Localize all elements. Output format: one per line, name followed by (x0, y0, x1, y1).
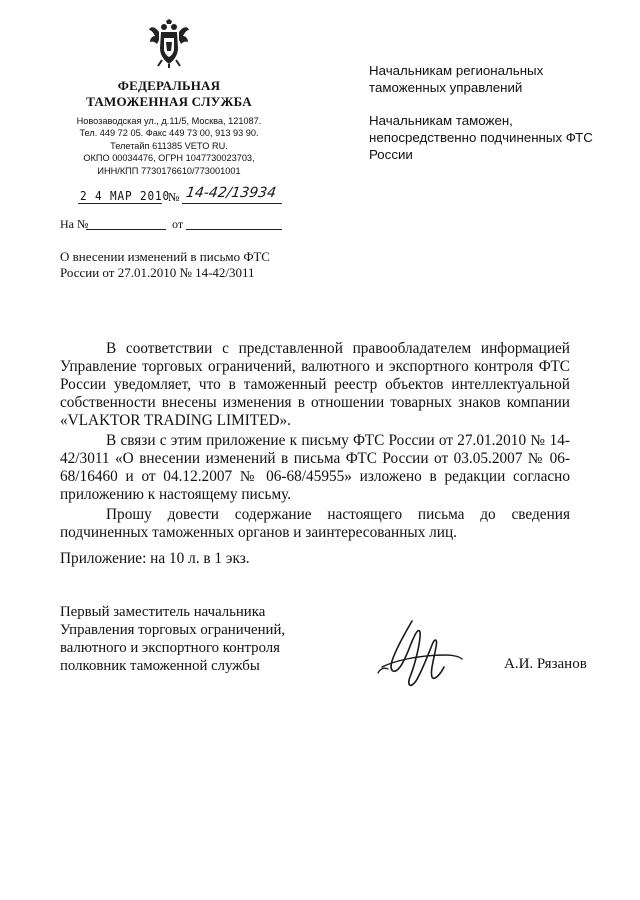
body-paragraph-2: В связи с этим приложение к письму ФТС России от 27.01.2010 № 14-42/3011 «О внесении изменений в письма ФТС России от 03.05.2007 № 06-68/16460 и от 04.12.2007 № 06-68/45955» изложено в редакции согласно приложению к настоящему письму. (60, 432, 570, 503)
reference-date-blank (186, 229, 282, 230)
reference-number-label: На № (60, 217, 89, 231)
signer-title-line2: Управления торговых ограничений, (60, 622, 286, 638)
org-teletype: Телетайп 611385 VETO RU. (110, 140, 228, 151)
org-name-line2: ТАМОЖЕННАЯ СЛУЖБА (86, 94, 252, 109)
handwritten-signature (374, 615, 466, 695)
org-address: Новозаводская ул., д.11/5, Москва, 121087. (76, 116, 262, 126)
organization-contacts (60, 115, 278, 177)
registration-number-label: № (168, 190, 180, 204)
signer-title-line1: Первый заместитель начальника (60, 604, 266, 620)
signer-title (60, 603, 350, 675)
body-paragraph-1: В соответствии с представленной правообладателем информацией Управление торговых ограничений, валютного и экспортного контроля ФТС России уведомляет, что в таможенный реестр объектов интеллектуальной собственности внесены изменения в отношении товарных знаков компании «VLAKTOR TRADING LIMITED». (60, 340, 570, 429)
org-okpo-ogrn: ОКПО 00034476, ОГРН 1047730023703, (83, 153, 255, 164)
letter-subject (60, 249, 300, 281)
registration-line (60, 185, 290, 206)
org-phone-fax: Тел. 449 72 05. Факс 449 73 00, 913 93 90. (79, 128, 259, 139)
addressee-block (369, 62, 599, 179)
org-inn-kpp: ИНН/КПП 7730176610/773001001 (97, 165, 241, 176)
registration-number-underline (182, 203, 282, 204)
reference-from-label: от (172, 217, 184, 231)
addressee-regional: Начальникам региональных таможенных управлений (369, 63, 544, 95)
addressee-customs: Начальникам таможен, непосредственно подчиненных ФТС России (369, 113, 593, 162)
registration-date-stamp: 2 4 МАР 2010 (80, 188, 171, 203)
subject-line1: О внесении изменений в письмо ФТС (60, 249, 270, 264)
signer-name: А.И. Рязанов (504, 656, 587, 672)
reference-number-blank (86, 229, 166, 230)
attachment-note: Приложение: на 10 л. в 1 экз. (60, 550, 250, 567)
signer-title-line4: полковник таможенной службы (60, 658, 260, 674)
reference-line (60, 217, 290, 233)
coat-of-arms-emblem (147, 18, 191, 68)
subject-line2: России от 27.01.2010 № 14-42/3011 (60, 265, 255, 280)
registration-number-handwritten: 14-42/13934 (184, 185, 278, 201)
body-paragraph-3: Прошу довести содержание настоящего письма до сведения подчиненных таможенных органов и заинтересованных лиц. (60, 506, 570, 541)
org-name-line1: ФЕДЕРАЛЬНАЯ (117, 78, 221, 93)
registration-date-underline (78, 203, 162, 204)
signer-title-line3: валютного и экспортного контроля (60, 640, 280, 656)
letter-body (60, 340, 570, 542)
organization-name (60, 78, 278, 110)
